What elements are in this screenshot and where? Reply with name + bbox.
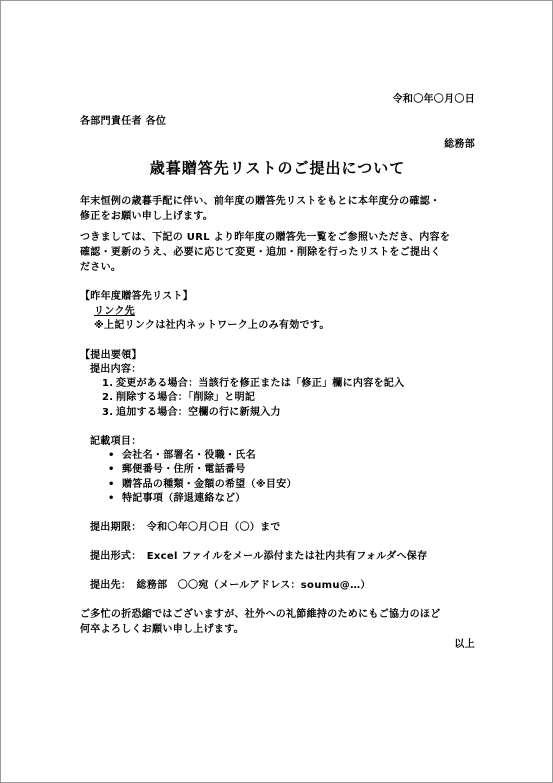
- request-paragraph: [80, 230, 475, 275]
- list-item: [102, 376, 404, 391]
- bullet-icon: •: [108, 479, 115, 490]
- step-text: 追加する場合：空欄の行に新規入力: [116, 407, 281, 418]
- list-item: [108, 491, 246, 506]
- item-text: 特記事項（辞退連絡など）: [122, 493, 246, 504]
- items-label: 記載項目：: [90, 436, 142, 447]
- step-number: 2.: [102, 392, 114, 403]
- document-date: 令和〇年〇月〇日: [392, 94, 475, 105]
- intro-line: 年末恒例の歳暮手配に伴い、前年度の贈答先リストをもとに本年度分の確認・: [80, 196, 441, 207]
- bullet-icon: •: [108, 450, 115, 461]
- step-number: 1.: [102, 378, 114, 389]
- request-line: 確認・更新のうえ、必要に応じて変更・追加・削除を行ったリストをご提出く: [80, 247, 441, 258]
- link-note: ※上記リンクは社内ネットワーク上のみ有効です。: [94, 320, 330, 331]
- list-item: [102, 405, 281, 420]
- end-mark: 以上: [454, 639, 475, 650]
- submission-format: 提出形式： Excel ファイルをメール添付または社内共有フォルダへ保存: [90, 551, 428, 562]
- list-item: [108, 477, 297, 492]
- bullet-icon: •: [108, 464, 115, 475]
- list-section-heading: 【昨年度贈答先リスト】: [80, 291, 194, 302]
- step-text: 変更がある場合：当該行を修正または「修正」欄に内容を記入: [116, 378, 405, 389]
- deadline: 提出期限： 令和〇年〇月〇日（〇）まで: [90, 522, 281, 533]
- document-title: 歳暮贈答先リストのご提出について: [149, 159, 406, 177]
- closing-line: ご多忙の折恐縮ではございますが、社外への礼節維持のためにもご協力のほど: [80, 609, 441, 620]
- list-item: [102, 390, 255, 405]
- item-text: 会社名・部署名・役職・氏名: [122, 450, 256, 461]
- list-item: [108, 462, 246, 477]
- closing-line: 何卒よろしくお願い申し上げます。: [80, 624, 244, 635]
- item-text: 贈答品の種類・金額の希望（※目安）: [122, 479, 297, 490]
- intro-line: 修正をお願い申し上げます。: [80, 211, 214, 222]
- intro-paragraph: [80, 194, 475, 224]
- content-label: 提出内容：: [90, 364, 142, 375]
- item-text: 郵便番号・住所・電話番号: [122, 464, 246, 475]
- submission-destination: 提出先： 総務部 〇〇宛（メールアドレス：soumu@…）: [90, 580, 371, 591]
- requirements-heading: 【提出要領】: [80, 350, 142, 361]
- list-item: [108, 448, 256, 463]
- sender-department: 総務部: [444, 139, 475, 150]
- request-line: つきましては、下記の URL より昨年度の贈答先一覧をご参照いただき、内容を: [80, 232, 451, 243]
- request-line: ださい。: [80, 262, 122, 273]
- list-link[interactable]: リンク先: [94, 306, 135, 317]
- step-number: 3.: [102, 407, 114, 418]
- closing-paragraph: [80, 607, 475, 637]
- addressee: 各部門責任者 各位: [80, 116, 167, 127]
- bullet-icon: •: [108, 493, 115, 504]
- step-text: 削除する場合：「削除」と明記: [116, 392, 256, 403]
